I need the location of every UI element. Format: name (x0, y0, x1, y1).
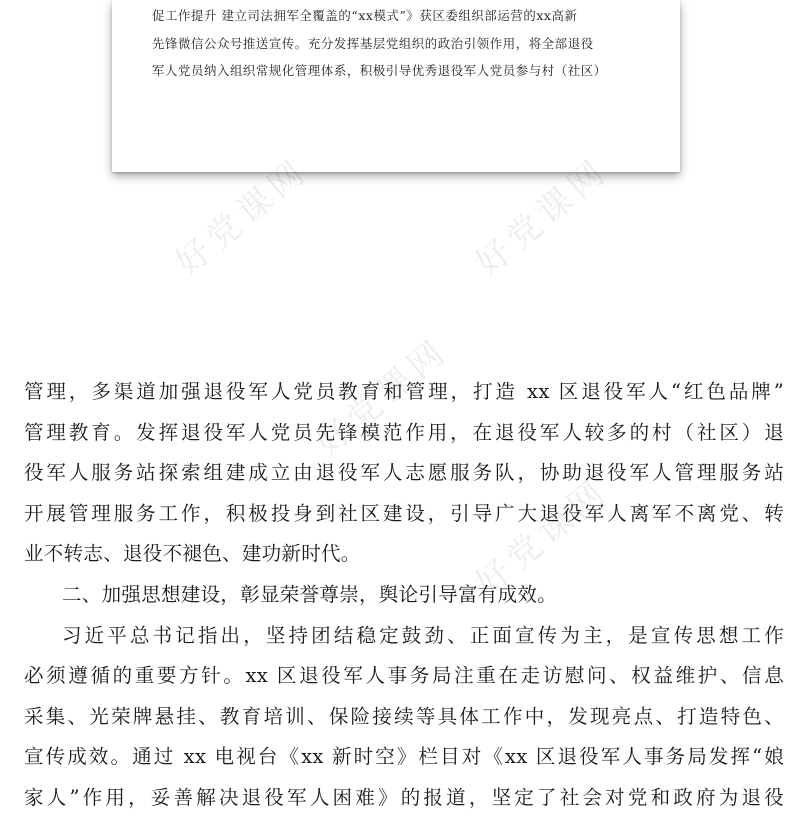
body-line: 家人”作用，妥善解决退役军人困难》的报道，坚定了社会对党和政府为退役 (24, 785, 784, 809)
body-line: 习近平总书记指出，坚持团结稳定鼓劲、正面宣传为主，是宣传思想工作 (62, 623, 784, 647)
watermark: 好党课网 (468, 470, 617, 604)
embedded-page-preview (112, 0, 680, 172)
body-line: 管理教育。发挥退役军人党员先锋模范作用，在退役军人较多的村（社区）退 (24, 420, 784, 444)
preview-line: 先锋微信公众号推送宣传。充分发挥基层党组织的政治引领作用，将全部退役 (152, 36, 594, 51)
body-line: 必须遵循的重要方针。xx 区退役军人事务局注重在走访慰问、权益维护、信息 (24, 664, 784, 688)
body-line: 采集、光荣牌悬挂、教育培训、保险接续等具体工作中，发现亮点、打造特色、 (24, 704, 784, 728)
body-line: 宣传成效。通过 xx 电视台《xx 新时空》栏目对《xx 区退役军人事务局发挥“娘 (24, 745, 784, 769)
watermark: 好党课网 (468, 150, 617, 284)
body-line: 役军人服务站探索组建成立由退役军人志愿服务队，协助退役军人管理服务站 (24, 461, 784, 485)
preview-line: 促工作提升 建立司法拥军全覆盖的“xx模式”》获区委组织部运营的xx高新 (152, 8, 578, 23)
body-line: 管理，多渠道加强退役军人党员教育和管理，打造 xx 区退役军人“红色品牌” (24, 380, 784, 403)
document-body (24, 372, 784, 819)
watermark: 好党课网 (168, 150, 317, 284)
section-heading: 二、加强思想建设，彰显荣誉尊崇，舆论引导富有成效。 (62, 582, 558, 606)
body-line: 开展管理服务工作，积极投身到社区建设，引导广大退役军人离军不离党、转 (24, 501, 784, 525)
body-line: 业不转志、退役不褪色、建功新时代。 (24, 542, 361, 566)
watermark: 好党课网 (308, 330, 457, 464)
preview-line: 军人党员纳入组织常规化管理体系，积极引导优秀退役军人党员参与村（社区） (152, 63, 607, 78)
